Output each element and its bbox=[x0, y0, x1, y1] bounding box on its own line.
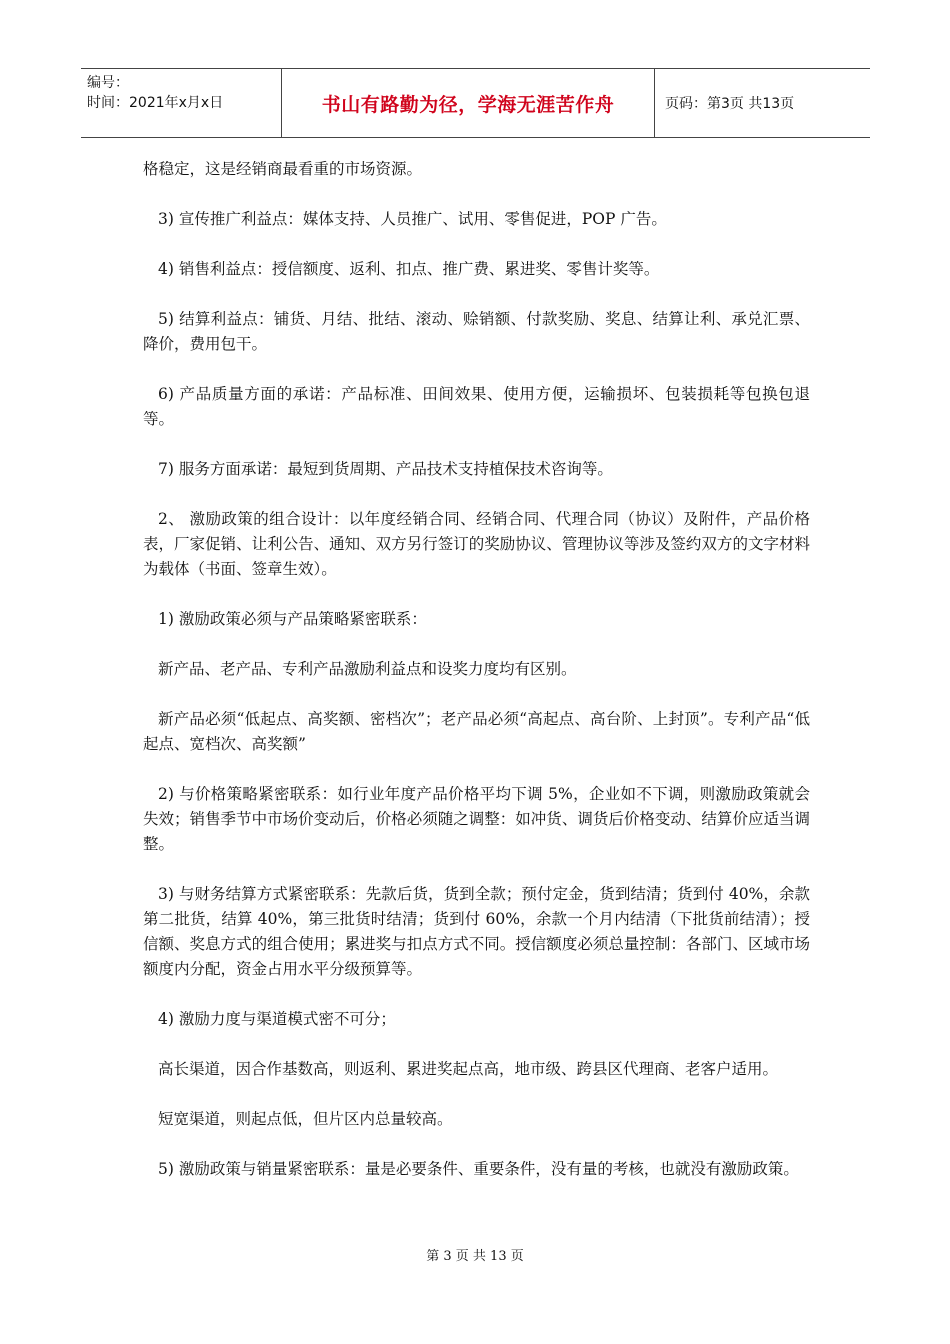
paragraph: 新产品必须“低起点、高奖额、密档次”；老产品必须“高起点、高台阶、上封顶”。专利产品“低起点、宽档次、高奖额” bbox=[143, 710, 810, 753]
document-body bbox=[143, 157, 810, 1182]
paragraph: 6) 产品质量方面的承诺：产品标准、田间效果、使用方便，运输损坏、包装损耗等包换包退等。 bbox=[143, 385, 810, 428]
paragraph: 格稳定，这是经销商最看重的市场资源。 bbox=[143, 160, 423, 178]
paragraph: 4) 激励力度与渠道模式密不可分； bbox=[158, 1010, 396, 1028]
paragraph: 2、 激励政策的组合设计：以年度经销合同、经销合同、代理合同（协议）及附件，产品价格表，厂家促销、让利公告、通知、双方另行签订的奖励协议、管理协议等涉及签约双方的文字材料为载体（书面、签章生效）。 bbox=[143, 510, 810, 578]
paragraph: 新产品、老产品、专利产品激励利益点和设奖力度均有区别。 bbox=[158, 660, 577, 678]
document-date-label: 时间：2021年x月x日 bbox=[87, 95, 224, 111]
paragraph: 短宽渠道，则起点低，但片区内总量较高。 bbox=[158, 1110, 453, 1128]
header-meta bbox=[81, 69, 282, 137]
paragraph: 高长渠道，因合作基数高，则返利、累进奖起点高，地市级、跨县区代理商、老客户适用。 bbox=[158, 1060, 779, 1078]
paragraph: 5) 激励政策与销量紧密联系：量是必要条件、重要条件，没有量的考核，也就没有激励政策。 bbox=[158, 1160, 799, 1178]
paragraph: 5) 结算利益点：铺货、月结、批结、滚动、赊销额、付款奖励、奖息、结算让利、承兑汇票、降价，费用包干。 bbox=[143, 310, 810, 353]
header-page-info: 页码：第3页 共13页 bbox=[665, 96, 795, 112]
page-header bbox=[81, 68, 870, 138]
document-number-label: 编号： bbox=[87, 75, 129, 91]
paragraph: 7) 服务方面承诺：最短到货周期、产品技术支持植保技术咨询等。 bbox=[158, 460, 613, 478]
paragraph: 3) 与财务结算方式紧密联系：先款后货，货到全款；预付定金，货到结清；货到付 40%，余款第二批货，结算 40%，第三批货时结清；货到付 60%，余款一个月内结清（下批货前结清）；授信额、奖息方式的组合使用；累进奖与扣点方式不同。授信额度必须总量控制：各部门、区域市场额度内分配，资金占用水平分级预算等。 bbox=[143, 885, 810, 978]
header-motto: 书山有路勤为径，学海无涯苦作舟 bbox=[282, 69, 655, 137]
paragraph: 3) 宣传推广利益点：媒体支持、人员推广、试用、零售促进，POP 广告。 bbox=[158, 210, 667, 228]
paragraph: 4) 销售利益点：授信额度、返利、扣点、推广费、累进奖、零售计奖等。 bbox=[158, 260, 660, 278]
page-footer: 第 3 页 共 13 页 bbox=[426, 1249, 524, 1264]
paragraph: 1) 激励政策必须与产品策略紧密联系： bbox=[158, 610, 427, 628]
paragraph: 2) 与价格策略紧密联系：如行业年度产品价格平均下调 5%，企业如不下调，则激励政策就会失效；销售季节中市场价变动后，价格必须随之调整：如冲货、调货后价格变动、结算价应适当调整。 bbox=[143, 785, 810, 853]
